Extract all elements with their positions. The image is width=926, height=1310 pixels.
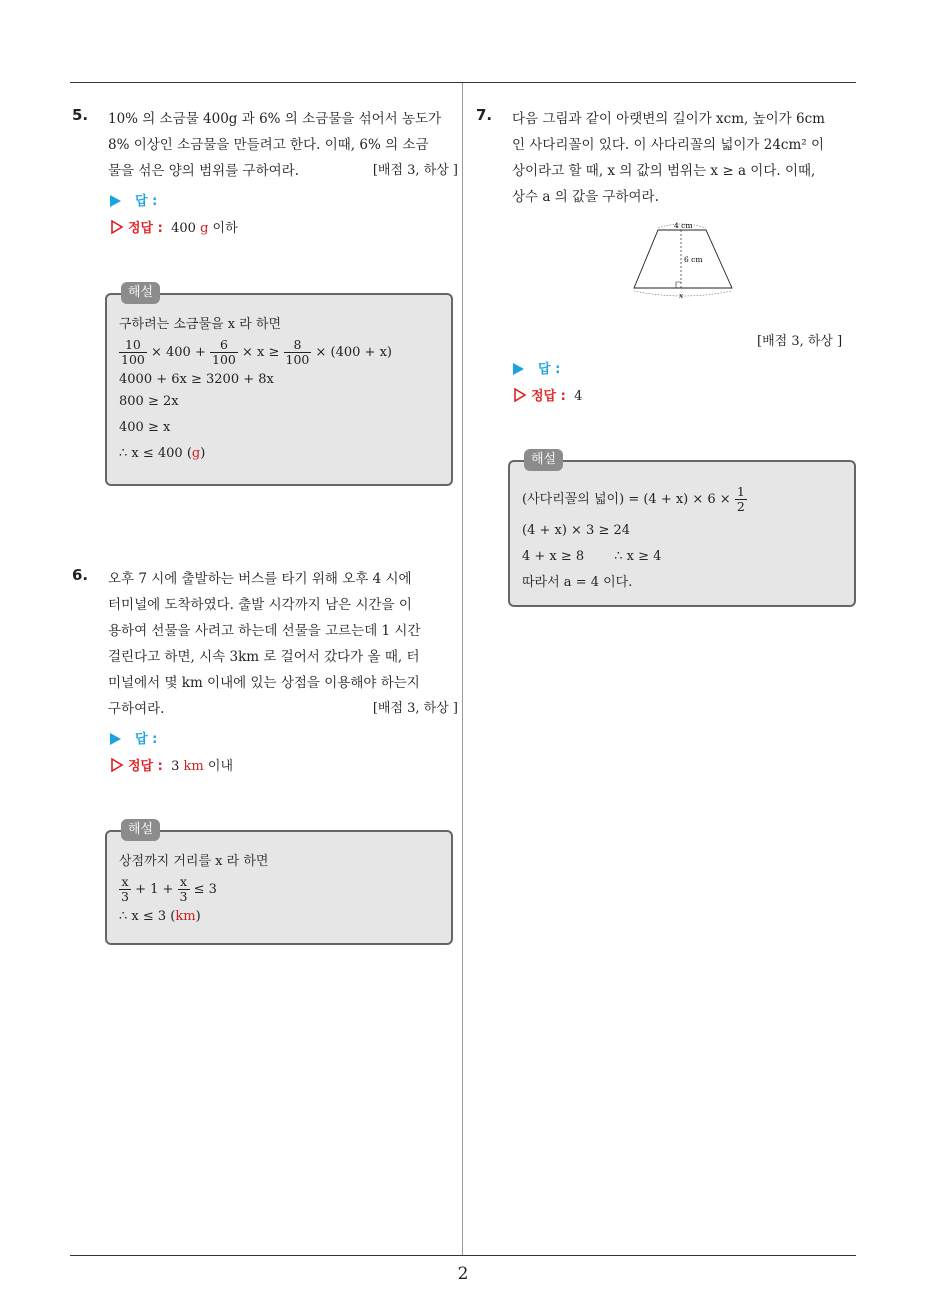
problem-text (108, 106, 458, 184)
numerator: 6 (210, 338, 238, 353)
solution-tag: 해설 (121, 819, 160, 841)
solution-line: 800 ≥ 2x (119, 394, 179, 409)
answer-number: 4 (574, 389, 583, 404)
problem-line: 8% 이상인 소금물을 만들려고 한다. 이때, 6% 의 소금 (108, 137, 429, 153)
unit-text: km (175, 909, 196, 924)
fraction (119, 875, 131, 904)
solution-box (508, 452, 856, 607)
problem-text (512, 106, 862, 210)
solution-line: 따라서 a = 4 이다. (522, 575, 633, 590)
expr-text: × 400 + (146, 345, 210, 360)
correct-answer-line (110, 755, 233, 774)
expr-text: ) (200, 446, 206, 461)
solution-line: 4000 + 6x ≥ 3200 + 8x (119, 372, 274, 387)
top-length-label: 4 cm (674, 221, 693, 230)
problem-7 (476, 106, 866, 216)
problem-line: 용하여 선물을 사려고 하는데 선물을 고르는데 1 시간 (108, 623, 421, 639)
fraction (119, 338, 147, 367)
fraction (210, 338, 238, 367)
expr-text: × (400 + x) (311, 345, 392, 360)
solution-box (105, 822, 453, 945)
expr-text: ∴ x ≤ 400 ( (119, 446, 192, 461)
expr-text: ≤ 3 (189, 882, 217, 897)
expr-text: × x ≥ (237, 345, 284, 360)
problem-line: 인 사다리꼴이 있다. 이 사다리꼴의 넓이가 24cm² 이 (512, 137, 825, 153)
problem-line: 미널에서 몇 km 이내에 있는 상점을 이용해야 하는지 (108, 675, 420, 691)
unit-text: g (191, 446, 201, 461)
denominator: 3 (121, 889, 129, 904)
answer-line (110, 728, 157, 747)
answer-line (110, 190, 157, 209)
solution-line (119, 908, 439, 926)
page-number: 2 (457, 1264, 469, 1284)
answer-number: 400 (171, 221, 196, 236)
answer-label: 답 : (538, 362, 561, 377)
answer-unit: km (183, 759, 204, 774)
correct-answer-value (167, 221, 238, 236)
problem-line-text: 물을 섞은 양의 범위를 구하여라. (108, 163, 299, 179)
correct-answer-label: 정답 : (128, 759, 163, 774)
fraction (735, 485, 747, 514)
answer-label: 답 : (135, 194, 158, 209)
correct-answer-value (570, 389, 582, 404)
solution-fraction-line (522, 482, 842, 518)
answer-line (513, 358, 560, 377)
expr-text: ∴ x ≥ 4 (614, 549, 662, 564)
bottom-rule (70, 1255, 856, 1256)
problem-line (108, 696, 458, 722)
bottom-length-label: x (679, 291, 684, 300)
top-rule (70, 82, 856, 83)
play-triangle-icon (110, 195, 121, 207)
correct-answer-line (110, 217, 238, 236)
outline-triangle-icon (110, 758, 124, 772)
correct-answer-value (167, 759, 233, 774)
numerator: 10 (119, 338, 147, 353)
outline-triangle-icon (110, 220, 124, 234)
solution-line: (4 + x) × 3 ≥ 24 (522, 523, 631, 538)
solution-fraction-line (119, 872, 439, 908)
problem-line: 걸린다고 하면, 시속 3km 로 걸어서 갔다가 올 때, 터 (108, 649, 420, 665)
answer-suffix: 이내 (203, 759, 234, 774)
play-triangle-icon (110, 733, 121, 745)
fraction (178, 875, 190, 904)
correct-answer-line (513, 385, 582, 404)
problem-line: 상수 a 의 값을 구하여라. (512, 189, 659, 205)
denominator: 3 (179, 889, 188, 904)
expr-text: ∴ x ≤ 3 ( (119, 909, 176, 924)
solution-line (119, 441, 439, 467)
problem-line: 다음 그림과 같이 아랫변의 길이가 xcm, 높이가 6cm (512, 111, 825, 127)
problem-number: 5. (72, 106, 89, 124)
trapezoid-shape (634, 230, 732, 288)
numerator: 1 (736, 484, 745, 499)
solution-line: 상점까지 거리를 x 라 하면 (119, 854, 269, 869)
solution-tag: 해설 (524, 449, 563, 471)
expr-text: (사다리꼴의 넓이) = (4 + x) × 6 × (522, 492, 735, 507)
solution-fraction-line (119, 335, 439, 371)
numerator: 8 (284, 338, 312, 353)
fraction (284, 338, 312, 367)
answer-unit: g (200, 221, 209, 236)
problem-number: 7. (476, 106, 493, 124)
problem-number: 6. (72, 566, 89, 584)
right-angle-mark (676, 282, 681, 288)
problem-text (108, 566, 458, 722)
denominator: 100 (285, 352, 310, 367)
play-triangle-icon (513, 363, 524, 375)
solution-line: 구하려는 소금물을 x 라 하면 (119, 317, 281, 332)
answer-label: 답 : (135, 732, 158, 747)
answer-number: 3 (171, 759, 180, 774)
problem-line-text: 구하여라. (108, 701, 165, 717)
problem-line (108, 158, 458, 184)
solution-line: 400 ≥ x (119, 420, 171, 435)
solution-tag: 해설 (121, 282, 160, 304)
trapezoid-figure (628, 218, 740, 302)
problem-line: 오후 7 시에 출발하는 버스를 타기 위해 오후 4 시에 (108, 571, 412, 587)
answer-suffix: 이하 (208, 221, 238, 236)
column-divider (462, 83, 463, 1255)
score-meta: [배점 3, 하상 ] (757, 334, 843, 349)
problem-5 (72, 106, 462, 186)
denominator: 2 (736, 499, 745, 514)
expr-text: + 1 + (130, 882, 178, 897)
score-meta: [배점 3, 하상 ] (372, 163, 458, 178)
solution-box (105, 285, 453, 486)
numerator: x (178, 875, 190, 890)
numerator: x (119, 875, 131, 890)
outline-triangle-icon (513, 388, 527, 402)
expr-text: ) (195, 909, 201, 924)
expr-text: 4 + x ≥ 8 (522, 549, 585, 564)
problem-line: 터미널에 도착하였다. 출발 시각까지 남은 시간을 이 (108, 597, 412, 613)
problem-6 (72, 566, 462, 726)
score-meta: [배점 3, 하상 ] (372, 701, 458, 716)
problem-line: 10% 의 소금물 400g 과 6% 의 소금물을 섞어서 농도가 (108, 111, 442, 127)
denominator: 100 (121, 352, 145, 367)
correct-answer-label: 정답 : (531, 389, 566, 404)
problem-line: 상이라고 할 때, x 의 값의 범위는 x ≥ a 이다. 이때, (512, 163, 816, 179)
height-label: 6 cm (684, 255, 703, 264)
denominator: 100 (212, 352, 236, 367)
solution-line (522, 544, 842, 570)
correct-answer-label: 정답 : (128, 221, 163, 236)
